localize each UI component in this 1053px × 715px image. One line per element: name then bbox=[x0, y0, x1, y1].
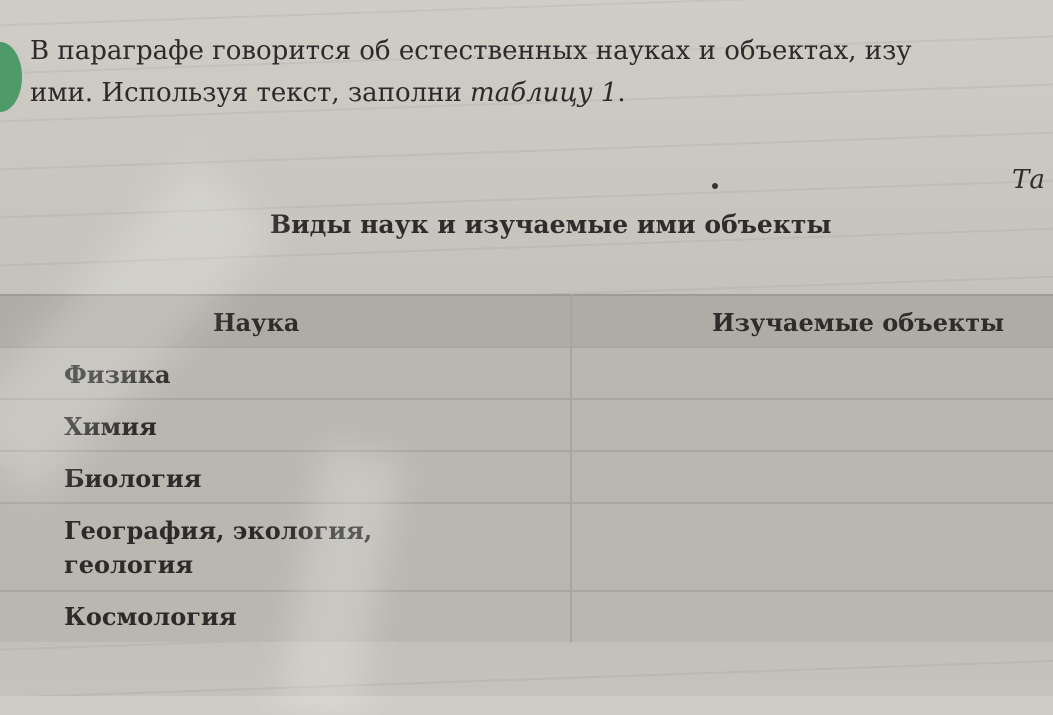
table-reference: таблицу 1 bbox=[470, 78, 618, 108]
objects-cell[interactable] bbox=[572, 504, 1053, 592]
objects-cell[interactable] bbox=[572, 592, 1053, 644]
dot-mark bbox=[712, 183, 718, 189]
objects-cell[interactable] bbox=[572, 452, 1053, 504]
science-cell-line-2: геология bbox=[64, 550, 194, 579]
task-line-2-end: . bbox=[617, 78, 626, 108]
science-table bbox=[0, 294, 1053, 642]
header-science: Наука bbox=[213, 308, 300, 337]
table-title: Виды наук и изучаемые ими объекты bbox=[270, 210, 832, 239]
table-row bbox=[0, 346, 1053, 400]
table-row bbox=[0, 450, 1053, 504]
task-line-1: В параграфе говорится об естественных науках и объектах, изу bbox=[30, 36, 912, 66]
science-cell: Физика bbox=[64, 360, 171, 389]
science-cell-line-1: География, экология, bbox=[64, 516, 373, 545]
column-divider bbox=[570, 294, 572, 642]
objects-cell[interactable] bbox=[572, 400, 1053, 452]
objects-cell[interactable] bbox=[572, 348, 1053, 400]
table-row bbox=[0, 502, 1053, 592]
science-cell: Космология bbox=[64, 602, 237, 631]
task-line-2 bbox=[30, 72, 1050, 114]
green-badge-icon bbox=[0, 42, 22, 112]
table-number-caption: Та bbox=[1012, 165, 1045, 195]
science-cell: Биология bbox=[64, 464, 202, 493]
table-header-row bbox=[0, 294, 1053, 348]
table-row bbox=[0, 590, 1053, 644]
science-cell: Химия bbox=[64, 412, 157, 441]
task-line-2-text: ими. Используя текст, заполни bbox=[30, 78, 471, 108]
table-row bbox=[0, 398, 1053, 452]
task-text bbox=[30, 30, 1050, 114]
header-objects: Изучаемые объекты bbox=[712, 308, 1005, 337]
